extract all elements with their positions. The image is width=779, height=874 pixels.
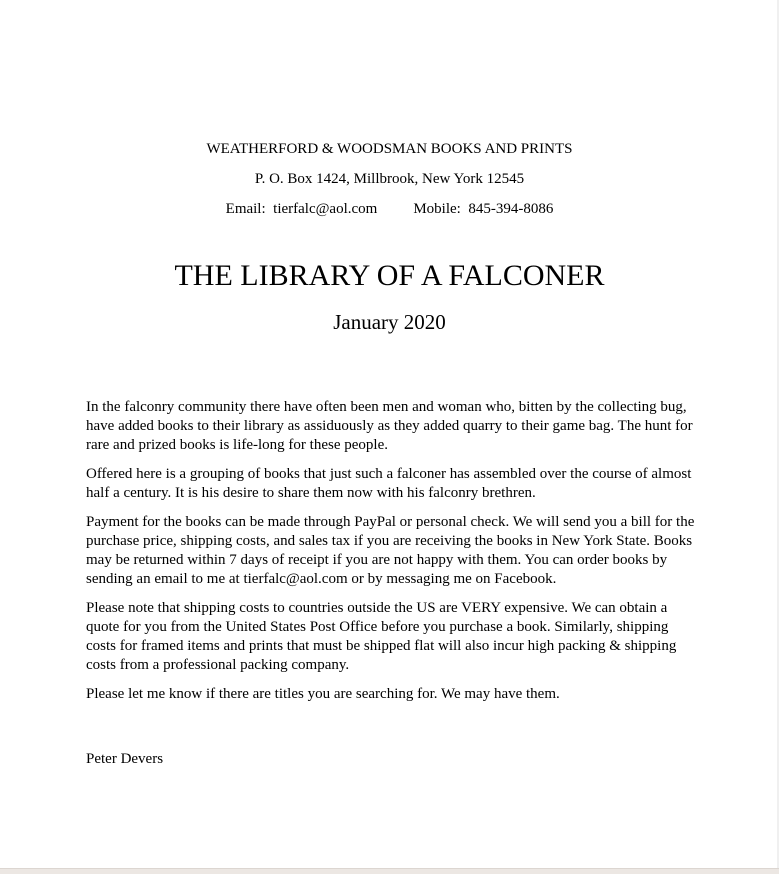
window-bottom-bar — [0, 868, 779, 874]
paragraph-payment: Payment for the books can be made through PayPal or personal check. We will send you a bill for the purchase price, shipping costs, and sales tax if you are receiving the books in New York State. Books may be returned within 7 days of receipt if you are not happy with them. You can order books by sending an email to me at tierfalc@aol.com or by messaging me on Facebook. — [86, 514, 695, 587]
company-name: WEATHERFORD & WOODSMAN BOOKS AND PRINTS — [206, 141, 573, 157]
contact-line — [0, 200, 779, 218]
paragraph-closing: Please let me know if there are titles you are searching for. We may have them. — [86, 686, 560, 702]
paragraph-intro: In the falconry community there have often been men and woman who, bitten by the collecting bug, have added books to their library as assiduously as they added quarry to their game bag. The hunt for rare and prized books is life-long for these people. — [86, 399, 693, 453]
body-text — [86, 398, 696, 714]
postal-address: P. O. Box 1424, Millbrook, New York 12545 — [254, 171, 525, 187]
signature: Peter Devers — [86, 751, 164, 767]
paragraph-offer: Offered here is a grouping of books that just such a falconer has assembled over the course of almost half a century. It is his desire to share them now with his falconry brethren. — [86, 466, 692, 501]
mobile-label: Mobile: — [413, 201, 461, 217]
document-date: January 2020 — [333, 310, 446, 334]
mobile-number: 845-394-8086 — [468, 201, 554, 217]
email-address: tierfalc@aol.com — [273, 201, 378, 217]
paragraph-shipping: Please note that shipping costs to countries outside the US are VERY expensive. We can obtain a quote for you from the United States Post Office before you purchase a book. Similarly, shipping costs for framed items and prints that must be shipped flat will also incur high packing & shipping costs from a professional packing company. — [86, 600, 677, 673]
document-title: THE LIBRARY OF A FALCONER — [174, 259, 605, 292]
email-label: Email: — [225, 201, 266, 217]
